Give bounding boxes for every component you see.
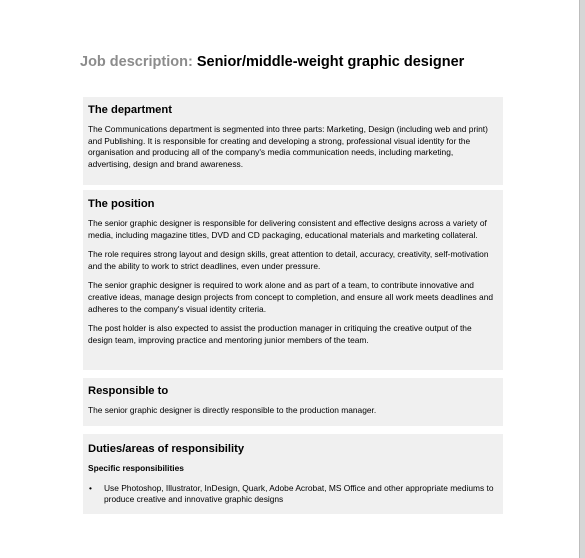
section-paragraph: The post holder is also expected to assist the production manager in critiquing the creative output of the design team, improving practice and mentoring junior members of the team. xyxy=(88,323,472,345)
section-paragraph: The senior graphic designer is responsible for delivering consistent and effective designs across a variety of media, including magazine titles, DVD and CD packaging, educational materials and marketing collateral. xyxy=(88,218,487,240)
section-heading: Responsible to xyxy=(88,385,169,397)
section-position xyxy=(83,190,503,370)
section-paragraph: The senior graphic designer is required to work alone and as part of a team, to contribute innovative and creative ideas, manage design projects from concept to completion, and ensure all work meets deadlines and adheres to the company's visual identity criteria. xyxy=(88,280,494,314)
section-paragraph: The Communications department is segmented into three parts: Marketing, Design (including web and print) and Publishing. It is responsible for creating and developing a strong, professional visual identity for the organisation and producing all of the company's media communication needs, including marketing, advertising, design and brand awareness. xyxy=(88,124,488,169)
section-paragraph: The role requires strong layout and design skills, great attention to detail, accuracy, creativity, self-motivation and the ability to work to strict deadlines, even under pressure. xyxy=(88,249,489,271)
page-title xyxy=(80,54,464,70)
title-main: Senior/middle-weight graphic designer xyxy=(196,54,465,70)
section-duties xyxy=(83,434,503,514)
section-heading: The position xyxy=(88,198,155,210)
title-prefix: Job description: xyxy=(80,54,193,70)
list-item-text: Use Photoshop, Illustrator, InDesign, Quark, Adobe Acrobat, MS Office and other appropriate mediums to produce creative and innovative graphic designs xyxy=(104,482,494,505)
bullet-icon: • xyxy=(89,482,92,493)
list-item xyxy=(88,483,495,506)
section-heading: The department xyxy=(88,104,172,116)
section-heading: Duties/areas of responsibility xyxy=(88,443,245,455)
responsibility-list xyxy=(88,483,495,506)
section-subheading: Specific responsibilities xyxy=(88,463,184,473)
section-responsible-to xyxy=(83,378,503,426)
section-department xyxy=(83,97,503,185)
section-paragraph: The senior graphic designer is directly responsible to the production manager. xyxy=(88,405,377,415)
